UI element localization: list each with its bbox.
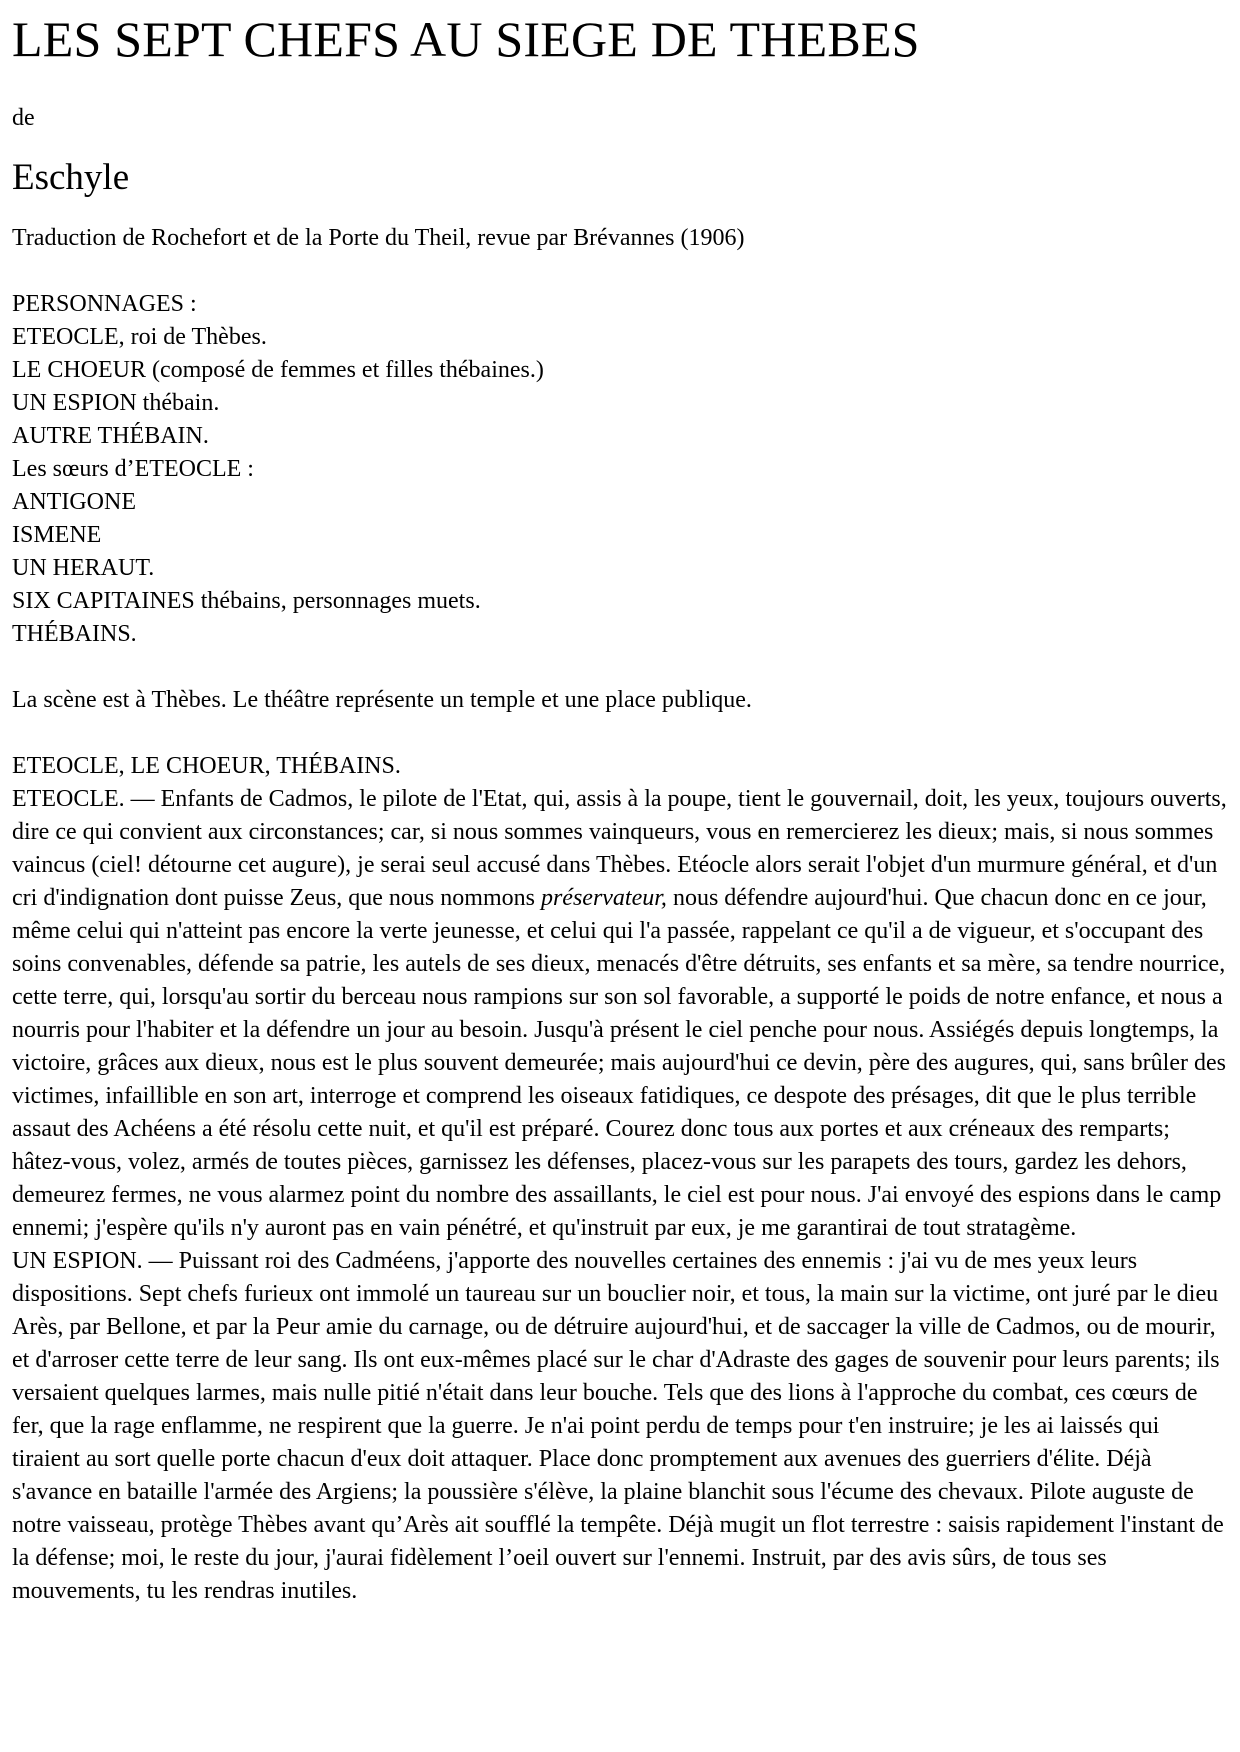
characters-heading: PERSONNAGES : [12, 291, 197, 317]
spacer [12, 717, 1228, 750]
speech-eteocle-emphasis: préservateur, [540, 885, 667, 911]
character-item: LE CHOEUR (composé de femmes et filles thébaines.) [12, 357, 544, 383]
spacer [12, 651, 1228, 684]
speech-eteocle [12, 783, 1228, 1245]
character-item: ETEOCLE, roi de Thèbes. [12, 324, 267, 350]
by-line: de [12, 105, 35, 131]
character-item: ISMENE [12, 522, 102, 548]
character-item: AUTRE THÉBAIN. [12, 423, 209, 449]
scene-description: La scène est à Thèbes. Le théâtre représente un temple et une place publique. [12, 687, 752, 713]
character-item: SIX CAPITAINES thébains, personnages muets. [12, 588, 481, 614]
speech-espion: UN ESPION. — Puissant roi des Cadméens, j'apporte des nouvelles certaines des ennemis : j'ai vu de mes yeux leurs dispositions. Sept chefs furieux ont immolé un taureau sur un bouclier noir, et tous, la main sur la victime, ont juré par le dieu Arès, par Bellone, et par la Peur amie du carnage, ou de détruire aujourd'hui, et de saccager la ville de Cadmos, ou de mourir, et d'arroser cette terre de leur sang. Ils ont eux-mêmes placé sur le char d'Adraste des gages de souvenir pour leurs parents; ils versaient quelques larmes, mais nulle pitié n'était dans leur bouche. Tels que des lions à l'approche du combat, ces cœurs de fer, que la rage enflamme, ne respirent que la guerre. Je n'ai point perdu de temps pour t'en instruire; je les ai laissés qui tiraient au sort quelle porte chacun d'eux doit attaquer. Place donc promptement aux avenues des guerriers d'élite. Déjà s'avance en bataille l'armée des Argiens; la poussière s'élève, la plaine blanchit sous l'écume des chevaux. Pilote auguste de notre vaisseau, protège Thèbes avant qu’Arès ait soufflé la tempête. Déjà mugit un flot terrestre : saisis rapidement l'instant de la défense; moi, le reste du jour, j'aurai fidèlement l’oeil ouvert sur l'ennemi. Instruit, par des avis sûrs, de tous ses mouvements, tu les rendras inutiles. [12, 1248, 1224, 1604]
characters-list [12, 288, 1228, 651]
speech-eteocle-part1: ETEOCLE. — Enfants de Cadmos, le pilote de l'Etat, qui, assis à la poupe, tient le gouvernail, doit, les yeux, toujours ouverts, dire ce qui convient aux circonstances; car, si nous sommes vainqueurs, vous en remercierez les dieux; mais, si nous sommes vaincus (ciel! détourne cet augure), je serai seul accusé dans Thèbes. Etéocle alors serait l'objet d'un murmure général, et d'un cri d'indignation dont puisse Zeus, que nous nommons [12, 786, 1227, 911]
scene-heading: ETEOCLE, LE CHOEUR, THÉBAINS. [12, 753, 401, 779]
character-item: UN ESPION thébain. [12, 390, 220, 416]
character-item: UN HERAUT. [12, 555, 155, 581]
play-title: LES SEPT CHEFS AU SIEGE DE THEBES [12, 11, 920, 67]
author-name: Eschyle [12, 157, 130, 198]
character-item: Les sœurs d’ETEOCLE : [12, 456, 254, 482]
speech-eteocle-part2: nous défendre aujourd'hui. Que chacun donc en ce jour, même celui qui n'atteint pas encore la verte jeunesse, et celui qui l'a passée, rappelant ce qu'il a de vigueur, et s'occupant des soins convenables, défende sa patrie, les autels de ses dieux, menacés d'être détruits, ses enfants et sa mère, sa tendre nourrice, cette terre, qui, lorsqu'au sortir du berceau nous rampions sur son sol favorable, a supporté le poids de notre enfance, et nous a nourris pour l'habiter et la défendre un jour au besoin. Jusqu'à présent le ciel penche pour nous. Assiégés depuis longtemps, la victoire, grâces aux dieux, nous est le plus souvent demeurée; mais aujourd'hui ce devin, père des augures, qui, sans brûler des victimes, infaillible en son art, interroge et comprend les oiseaux fatidiques, ce despote des présages, dit que le plus terrible assaut des Achéens a été résolu cette nuit, et qu'il est préparé. Courez donc tous aux portes et aux créneaux des remparts; hâtez-vous, volez, armés de toutes pièces, garnissez les défenses, placez-vous sur les parapets des tours, gardez les dehors, demeurez fermes, ne vous alarmez point du nombre des assaillants, le ciel est pour nous. J'ai envoyé des espions dans le camp ennemi; j'espère qu'ils n'y auront pas en vain pénétré, et qu'instruit par eux, je me garantirai de tout stratagème. [12, 885, 1226, 1241]
character-item: THÉBAINS. [12, 621, 137, 647]
spacer [12, 255, 1228, 288]
character-item: ANTIGONE [12, 489, 136, 515]
translation-credit: Traduction de Rochefort et de la Porte du Theil, revue par Brévannes (1906) [12, 225, 745, 251]
